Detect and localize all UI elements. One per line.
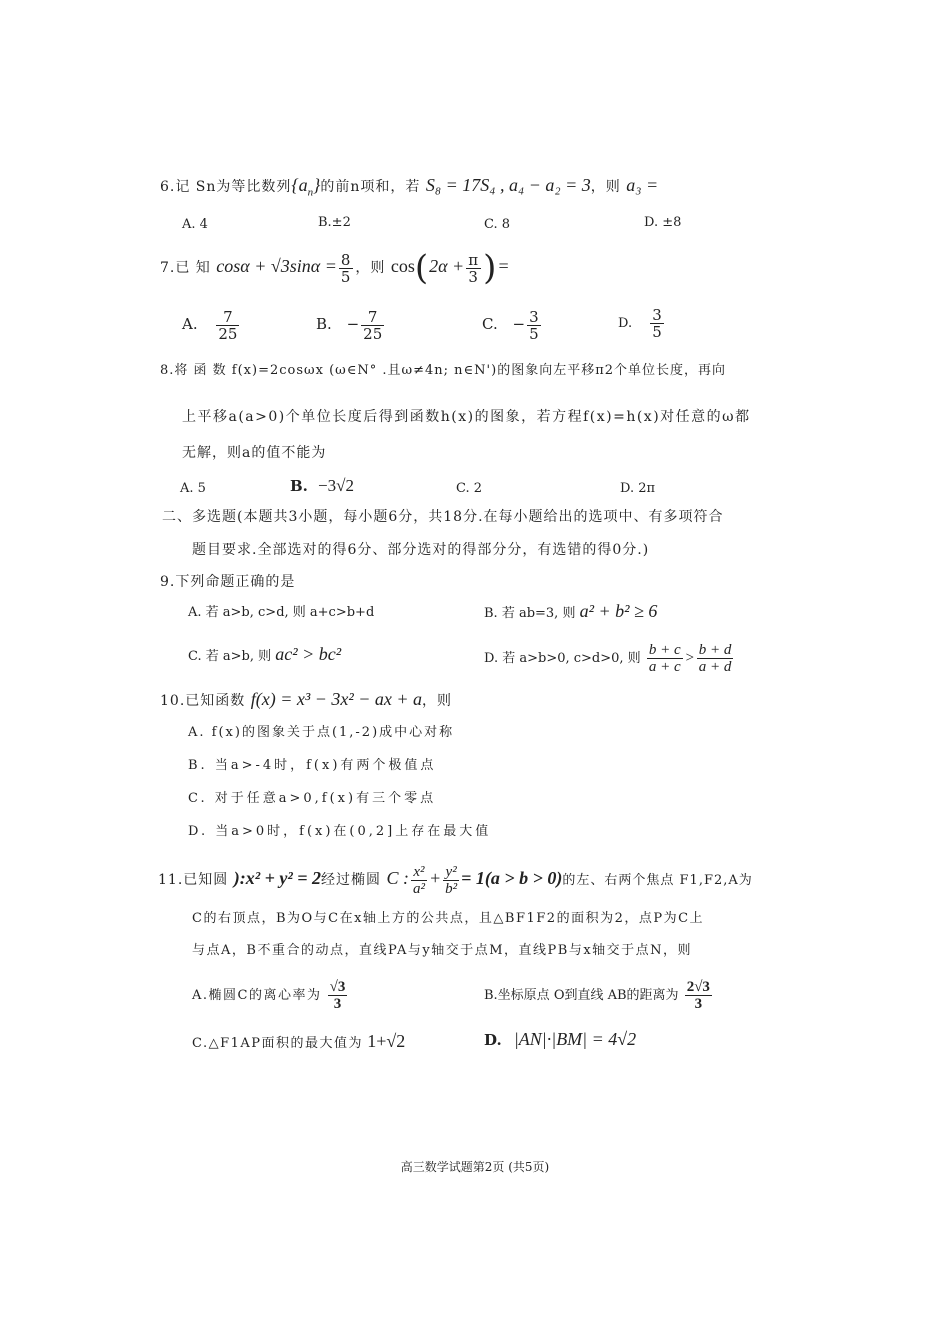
- q7-frac-den: 5: [340, 267, 352, 286]
- q9-option-d-den-2: a + d: [698, 659, 732, 675]
- q6-seq-close: }: [313, 175, 321, 195]
- q6-formula: S₈ = 17S₄ , a₄ − a₂ = 3: [425, 175, 591, 195]
- q6-option-b: B.±2: [318, 215, 351, 230]
- q9-option-d-num-1: b + c: [648, 642, 681, 658]
- q11-ellipse-x-den: a²: [412, 880, 425, 897]
- q11-option-c-formula: 1+√2: [367, 1031, 406, 1051]
- q8-line-3: 无解，则a的值不能为: [182, 445, 327, 461]
- q11-plus: +: [428, 868, 442, 888]
- q9-option-d-den-1: a + c: [648, 659, 681, 675]
- q11-ellipse-c: C :: [386, 868, 409, 888]
- q7-ask-frac-num: π: [468, 250, 480, 269]
- q11-option-b-den: 3: [694, 996, 703, 1012]
- q11-tail: 的左、右两个焦点 F1,F2,A为: [562, 873, 753, 888]
- q9-option-b: [484, 602, 657, 623]
- q7-stem: [160, 246, 510, 286]
- q11-ellipse-rest: = 1(a > b > 0): [461, 868, 563, 888]
- q6-stem-mid: 的前n项和，若: [320, 179, 421, 195]
- q11-option-d-label: D.: [484, 1031, 502, 1049]
- q6-option-c: C. 8: [484, 217, 511, 232]
- q7-paren-close: ): [483, 248, 498, 288]
- q9-option-c-text: C. 若 a>b, 则: [188, 649, 272, 664]
- q7-ask-frac: [466, 252, 481, 285]
- q10-option-d: D. 当a>0时，f(x)在(0,2]上存在最大值: [188, 824, 492, 839]
- q6-then: ，则: [590, 179, 621, 195]
- q11-option-b-num: 2√3: [686, 979, 710, 995]
- q7-option-a-den: 25: [218, 324, 238, 343]
- q11-option-b-frac: [685, 979, 712, 1012]
- q6-ask: a₃ =: [626, 175, 659, 195]
- q11-ellipse-y-num: y²: [443, 864, 459, 881]
- q7-paren-open: (: [414, 248, 430, 288]
- q10-option-a: A. f(x)的图象关于点(1,-2)成中心对称: [188, 725, 455, 740]
- q7-option-d-num: 3: [652, 306, 662, 324]
- q7-formula: cosα + √3sinα =: [216, 256, 337, 276]
- q6-seq: [291, 175, 321, 199]
- q7-option-d-frac: [650, 307, 664, 340]
- q9-stem: 9.下列命题正确的是: [160, 574, 296, 590]
- q9-option-b-text: B. 若 ab=3, 则: [484, 606, 576, 621]
- q8-option-a: A. 5: [180, 481, 206, 496]
- q7-frac: [339, 252, 354, 285]
- q7-option-c: [482, 302, 543, 346]
- q9-option-d-frac-1: [647, 642, 683, 675]
- q11-option-d-formula: |AN|·|BM| = 4√2: [513, 1029, 637, 1049]
- q10-then: ，则: [422, 693, 453, 709]
- q8-option-c: C. 2: [456, 481, 483, 496]
- q11-ellipse-y: [443, 864, 459, 897]
- q8-option-b-formula: −3√2: [318, 476, 354, 495]
- q11-option-b: [484, 974, 714, 1018]
- page-footer: 高三数学试题第2页 (共5页): [400, 1160, 550, 1174]
- q11-circle: ):x² + y² = 2: [233, 868, 322, 888]
- q7-option-d-den: 5: [652, 323, 662, 341]
- q7-option-a-label: A.: [182, 315, 198, 333]
- q7-option-d: [618, 302, 666, 346]
- q9-option-d-frac-2: [697, 642, 734, 675]
- q9-option-b-formula: a² + b² ≥ 6: [579, 601, 658, 621]
- q7-option-b-label: B.: [316, 315, 332, 333]
- q11-option-a: [192, 974, 349, 1018]
- q7-ask-frac-den: 3: [468, 267, 479, 286]
- q11-option-a-text: A.椭圆C的离心率为: [192, 988, 322, 1003]
- q10-option-c: C. 对于任意a>0,f(x)有三个零点: [188, 791, 437, 806]
- q11-option-a-den: 3: [333, 996, 342, 1012]
- q7-ask-eq: =: [497, 256, 510, 276]
- q9-option-d-gt: >: [684, 650, 695, 666]
- q7-option-b-num: 7: [361, 309, 384, 326]
- q8-line-1: 8.将 函 数 f(x)=2cosωx (ω∈N° .且ω≠4n; n∈N')的图象向左平移π2个单位长度，再向: [160, 363, 727, 378]
- q7-ask-inner: 2α +: [429, 256, 465, 276]
- q11-stem-text: 11.已知圆: [158, 872, 229, 888]
- q10-formula: f(x) = x³ − 3x² − ax + a: [250, 689, 423, 709]
- q8-option-b: [290, 477, 354, 497]
- q7-option-c-num: 3: [529, 307, 539, 326]
- q9-option-c-formula: ac² > bc²: [275, 644, 342, 664]
- q7-option-a: [182, 302, 241, 346]
- q9-option-a: A. 若 a>b, c>d, 则 a+c>b+d: [188, 605, 375, 620]
- q7-option-b-frac: [361, 309, 384, 342]
- q10-stem-text: 10.已知函数: [160, 693, 246, 709]
- q11-option-d: [484, 1030, 636, 1051]
- q11-stem: [158, 858, 753, 898]
- q10-stem: [160, 690, 452, 710]
- q6-stem-text: 6.记 Sn为等比数列: [160, 179, 292, 195]
- q9-option-d-num-2: b + d: [698, 642, 732, 658]
- q11-mid: 经过椭圆: [321, 872, 382, 888]
- q6-stem: [160, 176, 658, 202]
- q9-option-c: [188, 645, 341, 666]
- section2-line-2: 题目要求.全部选对的得6分、部分选对的得部分分，有选错的得0分.): [192, 542, 650, 558]
- q6-seq-open: {a: [291, 175, 308, 195]
- q8-option-b-label: B.: [290, 477, 308, 495]
- q11-ellipse-x: [411, 864, 427, 897]
- q7-option-c-frac: [527, 309, 541, 342]
- q9-option-d-text: D. 若 a>b>0, c>d>0, 则: [484, 651, 641, 666]
- q7-option-a-num: 7: [216, 309, 239, 326]
- q11-option-a-num: √3: [329, 979, 346, 995]
- q11-option-c: [192, 1032, 405, 1053]
- q7-frac-num: 8: [340, 250, 352, 269]
- q6-option-d: D. ±8: [644, 215, 682, 230]
- q11-line-3: 与点A，B不重合的动点，直线PA与y轴交于点M，直线PB与x轴交于点N，则: [192, 943, 693, 958]
- q6-option-a: A. 4: [182, 217, 208, 232]
- q6-seq-sub: n: [307, 186, 314, 199]
- q7-option-b-den: 25: [363, 324, 383, 343]
- q11-ellipse-y-den: b²: [445, 880, 458, 897]
- q7-stem-text: 7.已 知: [160, 260, 211, 276]
- q11-option-b-text: B.坐标原点 O到直线 AB的距离为: [484, 988, 679, 1003]
- q11-line-2: C的右顶点，B为O与C在x轴上方的公共点，且△BF1F2的面积为2，点P为C上: [192, 911, 705, 926]
- q7-option-a-frac: [216, 309, 239, 342]
- q7-option-c-sign: −: [512, 315, 526, 333]
- section2-line-1: 二、多选题(本题共3小题，每小题6分，共18分.在每小题给出的选项中、有多项符合: [162, 509, 724, 525]
- q7-option-d-label: D.: [618, 316, 633, 331]
- q7-option-b-sign: −: [346, 315, 360, 333]
- q10-option-b: B. 当a>-4时，f(x)有两个极值点: [188, 758, 437, 773]
- q11-option-a-frac: [328, 979, 348, 1012]
- q11-ellipse-x-num: x²: [411, 864, 427, 881]
- q8-line-2: 上平移a(a>0)个单位长度后得到函数h(x)的图象，若方程f(x)=h(x)对任意的ω都: [182, 409, 751, 425]
- q7-ask-cos: cos: [390, 256, 415, 276]
- q11-option-c-text: C.△F1AP面积的最大值为: [192, 1036, 364, 1051]
- q7-option-b: [316, 302, 386, 346]
- q9-option-d: [484, 636, 735, 680]
- q8-option-d: D. 2π: [620, 481, 656, 496]
- q7-option-c-label: C.: [482, 315, 498, 333]
- q7-then: ，则: [355, 260, 386, 276]
- q7-option-c-den: 5: [529, 324, 539, 343]
